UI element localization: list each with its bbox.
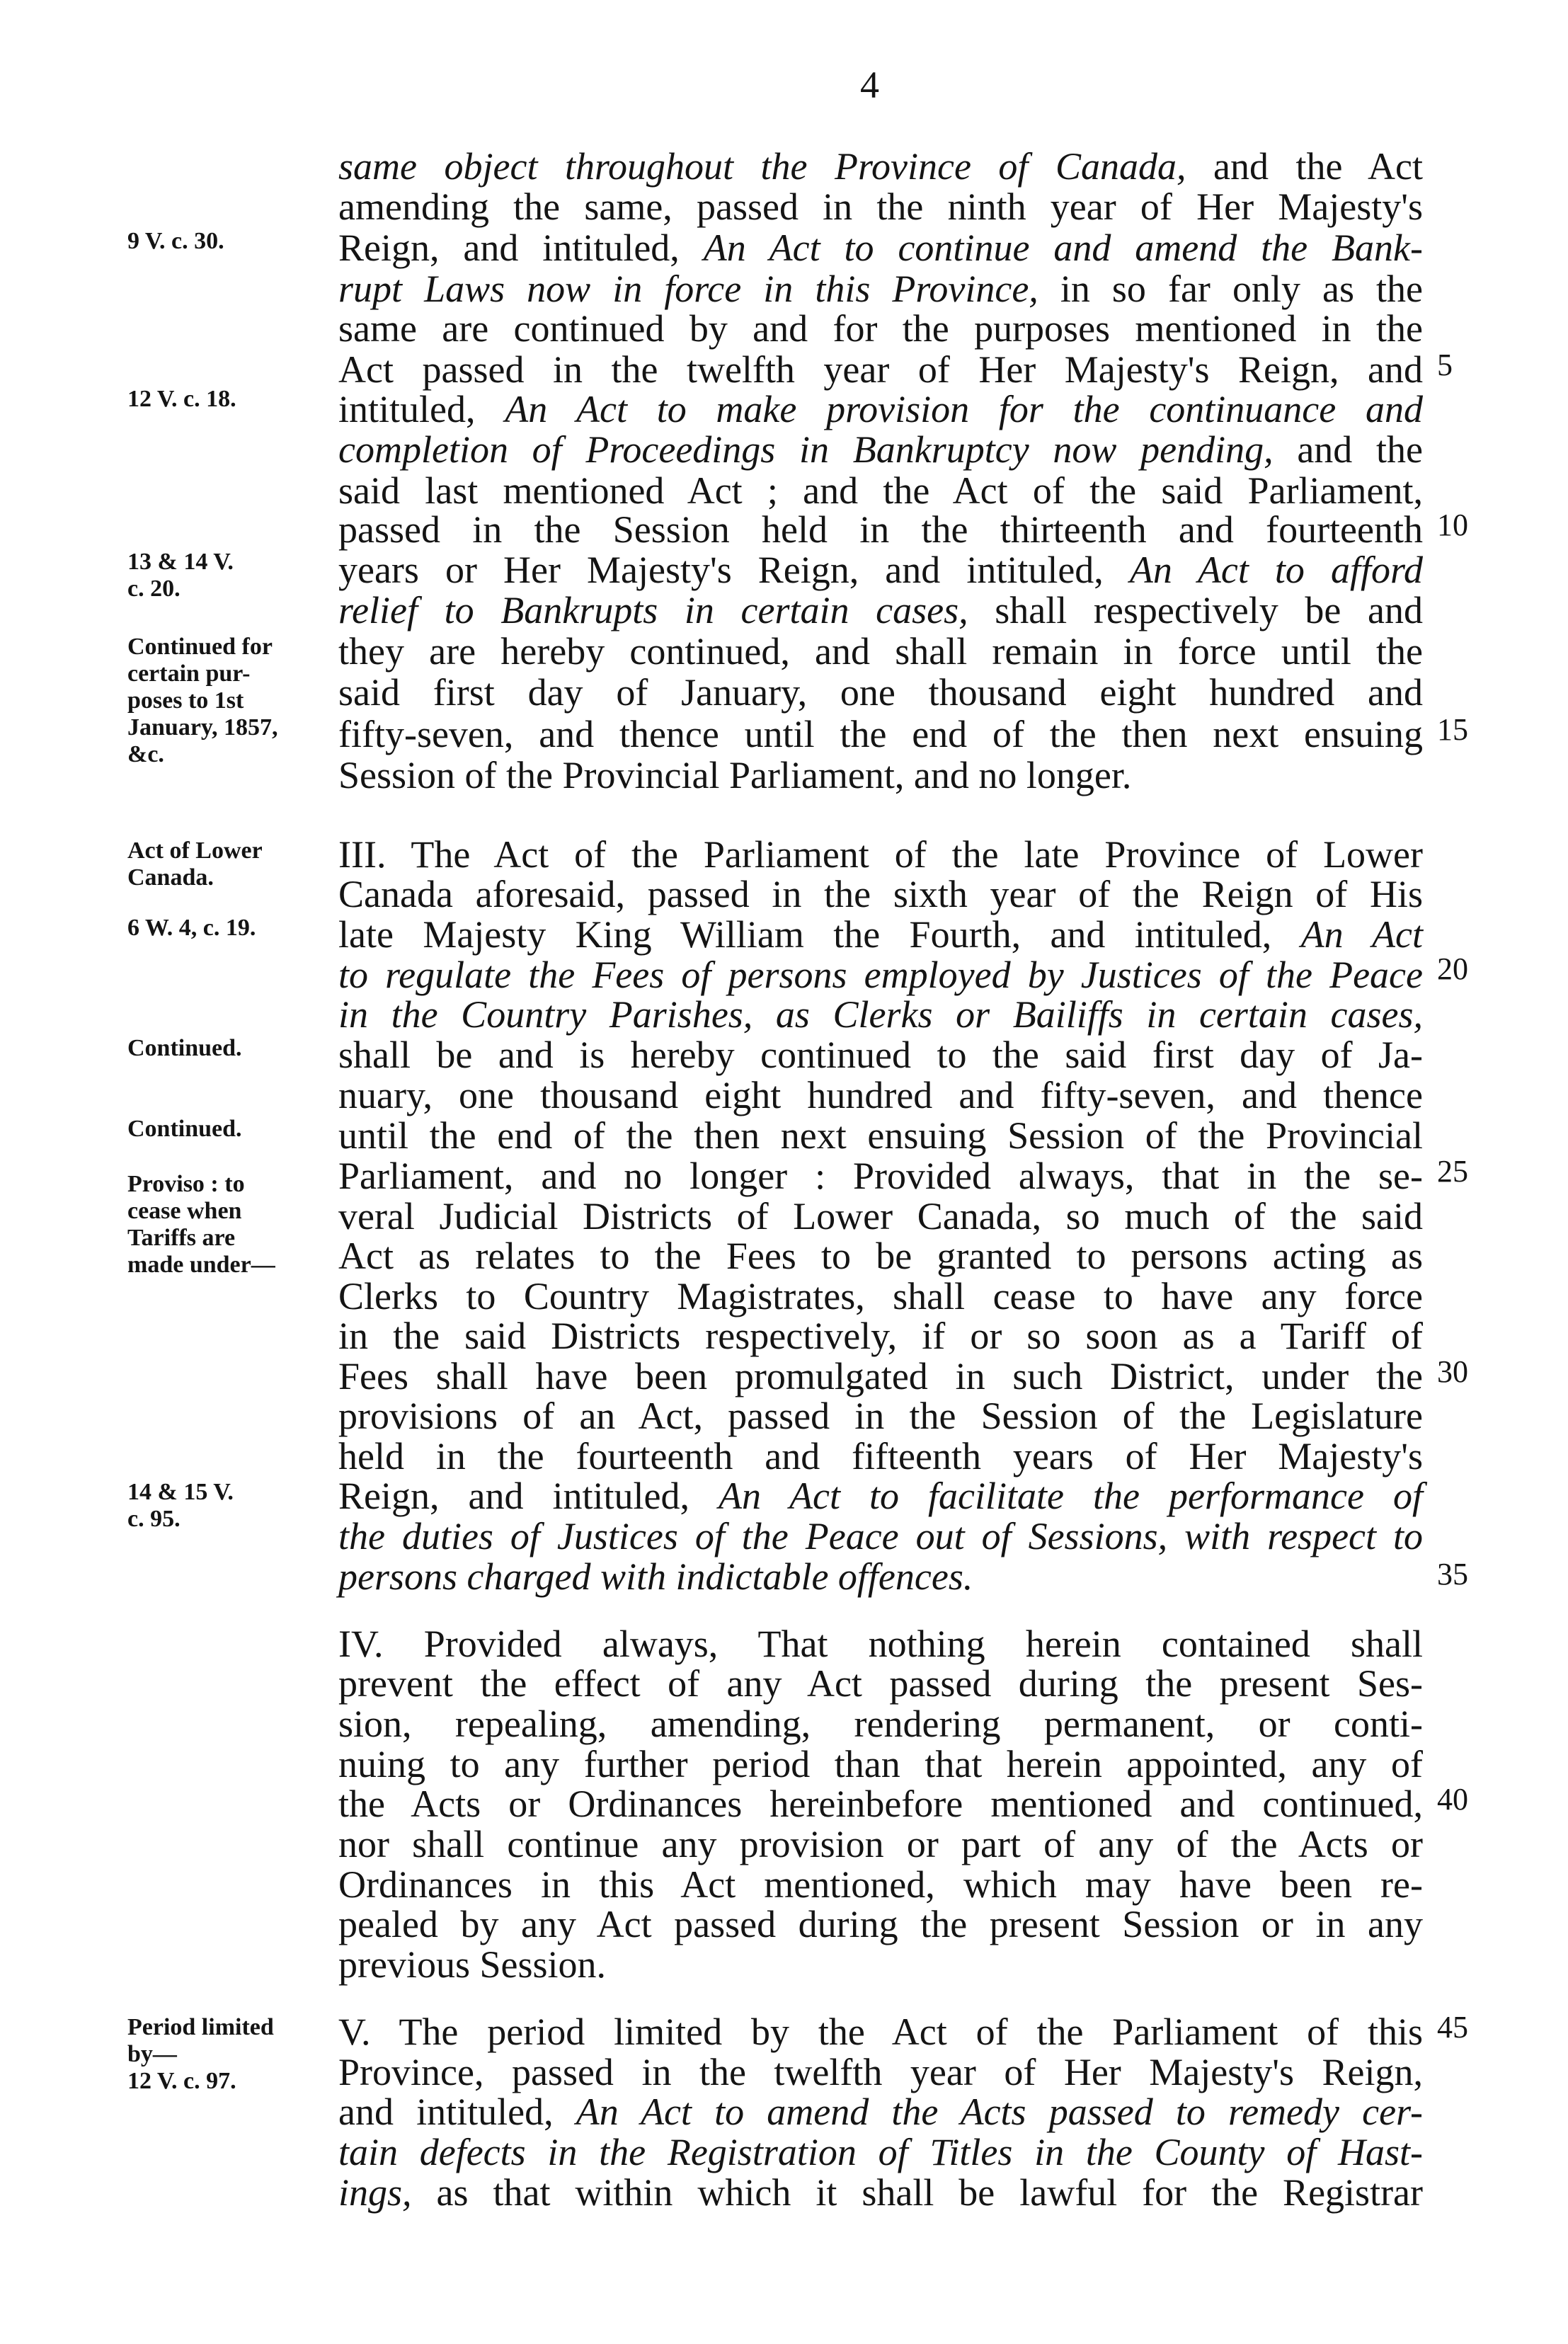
margin-note-line: poses to 1st (127, 687, 244, 714)
margin-note (127, 1479, 234, 1533)
text-line-content (338, 2171, 1423, 2214)
text-segment: intituled, (338, 388, 505, 430)
text-segment: Province, passed in the twelfth year of Her Majesty's Reign, (338, 2051, 1423, 2093)
line-number: 5 (1437, 348, 1453, 382)
text-segment: and intituled, (338, 2091, 576, 2133)
text-segment: said first day of January, one thousand eight hundred and (338, 671, 1423, 714)
text-line (338, 388, 1423, 430)
text-line (338, 268, 1423, 310)
text-segment: the duties of Justices of the Peace out of Sessions, with respect to (338, 1515, 1423, 1557)
text-segment: persons charged with indictable offences. (338, 1555, 973, 1598)
margin-note-line: 12 V. c. 97. (127, 2068, 236, 2094)
text-line-content (338, 549, 1423, 591)
margin-note-line: Tariffs are (127, 1225, 236, 1251)
text-segment: and the Act (1186, 145, 1423, 188)
text-line-content (338, 713, 1423, 755)
text-segment: the Acts or Ordinances hereinbefore mentioned and continued, (338, 1783, 1423, 1825)
text-line (338, 1623, 1423, 1665)
text-line-content (338, 1395, 1423, 1437)
text-line-content (338, 1315, 1423, 1357)
text-line (338, 671, 1423, 714)
text-line-content (338, 873, 1423, 915)
line-number: 10 (1437, 508, 1468, 542)
text-line-content (338, 671, 1423, 714)
text-segment: nuing to any further period than that herein appointed, any of (338, 1743, 1423, 1785)
margin-note-line: Continued for (127, 634, 273, 660)
text-line (338, 713, 1423, 755)
text-line (338, 549, 1423, 591)
margin-note-line: Continued. (127, 1116, 242, 1142)
text-line-content (338, 348, 1423, 391)
text-line-content (338, 2051, 1423, 2093)
text-line (338, 2051, 1423, 2093)
text-segment: tain defects in the Registration of Titles in the County of Hast- (338, 2131, 1423, 2173)
text-segment: same are continued by and for the purposes mentioned in the (338, 307, 1423, 350)
text-line (338, 1195, 1423, 1237)
text-line (338, 1235, 1423, 1277)
text-segment: previous Session. (338, 1943, 606, 1986)
text-segment: nor shall continue any provision or part of any of the Acts or (338, 1823, 1423, 1865)
text-line (338, 145, 1423, 188)
text-line-content (338, 388, 1423, 430)
text-line (338, 993, 1423, 1036)
margin-note-line: by— (127, 2041, 177, 2067)
text-line (338, 469, 1423, 512)
text-segment: amending the same, passed in the ninth year of Her Majesty's (338, 185, 1423, 228)
text-line-content (338, 227, 1423, 269)
text-line (338, 1114, 1423, 1157)
margin-note-line: c. 95. (127, 1506, 181, 1532)
text-segment: completion of Proceedings in Bankruptcy now pending, (338, 428, 1274, 471)
margin-note-line: Act of Lower (127, 837, 263, 864)
text-line-content (338, 1662, 1423, 1705)
margin-note-line: January, 1857, (127, 714, 278, 741)
text-line-content (338, 1034, 1423, 1076)
text-line-content (338, 630, 1423, 673)
text-line-content (338, 1903, 1423, 1945)
text-line-content (338, 1114, 1423, 1157)
margin-note-line: Period limited (127, 2014, 274, 2040)
text-line-content (338, 1435, 1423, 1477)
text-line-content (338, 1275, 1423, 1317)
text-line (338, 1903, 1423, 1945)
text-segment: veral Judicial Districts of Lower Canada, so much of the said (338, 1195, 1423, 1237)
text-segment: provisions of an Act, passed in the Session of the Legislature (338, 1395, 1423, 1437)
line-number: 15 (1437, 712, 1468, 747)
text-segment: An Act to continue and amend the Bank- (703, 227, 1423, 269)
text-segment: An Act to afford (1129, 549, 1423, 591)
text-line-content (338, 1555, 973, 1598)
text-segment: to regulate the Fees of persons employed by Justices of the Peace (338, 954, 1423, 996)
text-line (338, 1943, 606, 1986)
text-line-content (338, 1235, 1423, 1277)
text-line-content (338, 508, 1423, 551)
text-line (338, 2011, 1423, 2053)
line-number: 30 (1437, 1354, 1468, 1389)
text-segment: same object throughout the Province of Canada, (338, 145, 1186, 188)
text-line (338, 227, 1423, 269)
text-segment: passed in the Session held in the thirteenth and fourteenth (338, 508, 1423, 551)
text-line (338, 307, 1423, 350)
text-segment: Reign, and intituled, (338, 1475, 719, 1517)
line-number: 35 (1437, 1557, 1468, 1591)
text-line-content (338, 307, 1423, 350)
text-line (338, 1034, 1423, 1076)
margin-note (127, 634, 278, 768)
text-segment: said last mentioned Act ; and the Act of the said Parliament, (338, 469, 1423, 512)
text-line-content (338, 2011, 1423, 2053)
text-line-content (338, 2091, 1423, 2133)
text-line-content (338, 754, 1131, 796)
text-segment: years or Her Majesty's Reign, and intituled, (338, 549, 1130, 591)
margin-note-line: 14 & 15 V. (127, 1479, 234, 1505)
margin-note-line: 13 & 14 V. (127, 549, 234, 575)
text-line-content (338, 954, 1423, 996)
text-segment: and the (1273, 428, 1423, 471)
text-line (338, 873, 1423, 915)
margin-note (127, 1116, 242, 1143)
text-line (338, 2171, 1423, 2214)
text-segment: An Act to facilitate the performance of (719, 1475, 1423, 1517)
text-line (338, 1395, 1423, 1437)
text-line-content (338, 1475, 1423, 1517)
text-line-content (338, 1623, 1423, 1665)
text-line (338, 1515, 1423, 1557)
text-line-content (338, 589, 1423, 631)
margin-note (127, 915, 256, 942)
margin-note (127, 837, 263, 891)
margin-note (127, 1035, 242, 1062)
text-segment: late Majesty King William the Fourth, and intituled, (338, 913, 1301, 956)
margin-note-line: &c. (127, 741, 164, 767)
text-line (338, 2091, 1423, 2133)
text-line (338, 1743, 1423, 1785)
text-segment: Ordinances in this Act mentioned, which may have been re- (338, 1863, 1423, 1906)
text-line (338, 1703, 1423, 1745)
text-line (338, 1074, 1423, 1116)
text-line (338, 1555, 973, 1598)
text-line (338, 185, 1423, 228)
margin-note (127, 386, 236, 413)
text-line-content (338, 469, 1423, 512)
text-line (338, 1275, 1423, 1317)
text-segment: Act as relates to the Fees to be granted to persons acting as (338, 1235, 1423, 1277)
text-line (338, 1783, 1423, 1825)
text-segment: prevent the effect of any Act passed during the present Ses- (338, 1662, 1423, 1705)
line-number: 20 (1437, 951, 1468, 986)
margin-note (127, 549, 234, 602)
text-segment: pealed by any Act passed during the present Session or in any (338, 1903, 1423, 1945)
text-segment: V. The period limited by the Act of the Parliament of this (338, 2011, 1423, 2053)
text-line (338, 833, 1423, 876)
margin-note-line: certain pur- (127, 661, 251, 687)
line-number: 45 (1437, 2010, 1468, 2045)
text-segment: relief to Bankrupts in certain cases, (338, 589, 968, 631)
text-line-content (338, 1703, 1423, 1745)
text-line-content (338, 833, 1423, 876)
margin-note-line: 12 V. c. 18. (127, 386, 236, 412)
text-line-content (338, 913, 1423, 956)
margin-note-line: Continued. (127, 1035, 242, 1061)
text-segment: Fees shall have been promulgated in such District, under the (338, 1355, 1423, 1397)
page-number: 4 (860, 64, 879, 106)
text-line-content (338, 1515, 1423, 1557)
text-line-content (338, 1943, 606, 1986)
text-segment: III. The Act of the Parliament of the late Province of Lower (338, 833, 1423, 876)
text-line (338, 913, 1423, 956)
text-line-content (338, 2131, 1423, 2173)
text-segment: they are hereby continued, and shall remain in force until the (338, 630, 1423, 673)
text-segment: sion, repealing, amending, rendering permanent, or conti- (338, 1703, 1423, 1745)
text-line (338, 428, 1423, 471)
text-line (338, 1355, 1423, 1397)
text-segment: in so far only as the (1038, 268, 1423, 310)
text-segment: fifty-seven, and thence until the end of the then next ensuing (338, 713, 1423, 755)
text-segment: shall respectively be and (968, 589, 1423, 631)
text-segment: Canada aforesaid, passed in the sixth year of the Reign of His (338, 873, 1423, 915)
margin-note (127, 2014, 274, 2095)
text-line (338, 1662, 1423, 1705)
text-line-content (338, 1355, 1423, 1397)
line-number: 25 (1437, 1154, 1468, 1189)
text-segment: An Act to amend the Acts passed to remedy cer- (576, 2091, 1423, 2133)
text-line-content (338, 1155, 1423, 1197)
text-segment: shall be and is hereby continued to the said first day of Ja- (338, 1034, 1423, 1076)
text-line (338, 754, 1131, 796)
text-segment: rupt Laws now in force in this Province, (338, 268, 1038, 310)
text-segment: Clerks to Country Magistrates, shall cease to have any force (338, 1275, 1423, 1317)
text-line-content (338, 1074, 1423, 1116)
margin-note-line: made under— (127, 1252, 275, 1278)
text-segment: ings, (338, 2171, 412, 2214)
text-segment: held in the fourteenth and fifteenth years of Her Majesty's (338, 1435, 1423, 1477)
text-line (338, 1435, 1423, 1477)
text-line-content (338, 993, 1423, 1036)
margin-note-line: c. 20. (127, 576, 181, 602)
text-line (338, 1823, 1423, 1865)
text-segment: as that within which it shall be lawful for the Registrar (411, 2171, 1423, 2214)
text-segment: in the said Districts respectively, if or so soon as a Tariff of (338, 1315, 1423, 1357)
text-line-content (338, 1823, 1423, 1865)
margin-note (127, 1171, 275, 1279)
text-line-content (338, 428, 1423, 471)
text-line (338, 2131, 1423, 2173)
text-segment: nuary, one thousand eight hundred and fifty-seven, and thence (338, 1074, 1423, 1116)
text-line-content (338, 1743, 1423, 1785)
text-line-content (338, 268, 1423, 310)
margin-note-line: Proviso : to (127, 1171, 245, 1197)
text-line-content (338, 1863, 1423, 1906)
text-segment: Reign, and intituled, (338, 227, 704, 269)
text-segment: An Act to make provision for the continuance and (505, 388, 1423, 430)
margin-note-line: 6 W. 4, c. 19. (127, 915, 256, 941)
text-line-content (338, 145, 1423, 188)
margin-note-line: cease when (127, 1198, 242, 1224)
text-segment: until the end of the then next ensuing Session of the Provincial (338, 1114, 1423, 1157)
text-line (338, 508, 1423, 551)
text-line-content (338, 1195, 1423, 1237)
text-line-content (338, 1783, 1423, 1825)
text-segment: Act passed in the twelfth year of Her Majesty's Reign, and (338, 348, 1423, 391)
text-line (338, 348, 1423, 391)
text-line (338, 1315, 1423, 1357)
text-line (338, 1475, 1423, 1517)
text-line (338, 589, 1423, 631)
text-segment: An Act (1300, 913, 1423, 956)
text-line (338, 954, 1423, 996)
text-line (338, 1155, 1423, 1197)
text-segment: in the Country Parishes, as Clerks or Bailiffs in certain cases, (338, 993, 1423, 1036)
margin-note (127, 228, 224, 255)
text-line (338, 1863, 1423, 1906)
text-line-content (338, 185, 1423, 228)
text-segment: Parliament, and no longer : Provided always, that in the se- (338, 1155, 1423, 1197)
text-line (338, 630, 1423, 673)
margin-note-line: 9 V. c. 30. (127, 228, 224, 254)
text-segment: Session of the Provincial Parliament, and no longer. (338, 754, 1132, 796)
margin-note-line: Canada. (127, 864, 214, 891)
line-number: 40 (1437, 1782, 1468, 1817)
text-segment: IV. Provided always, That nothing herein contained shall (338, 1623, 1423, 1665)
